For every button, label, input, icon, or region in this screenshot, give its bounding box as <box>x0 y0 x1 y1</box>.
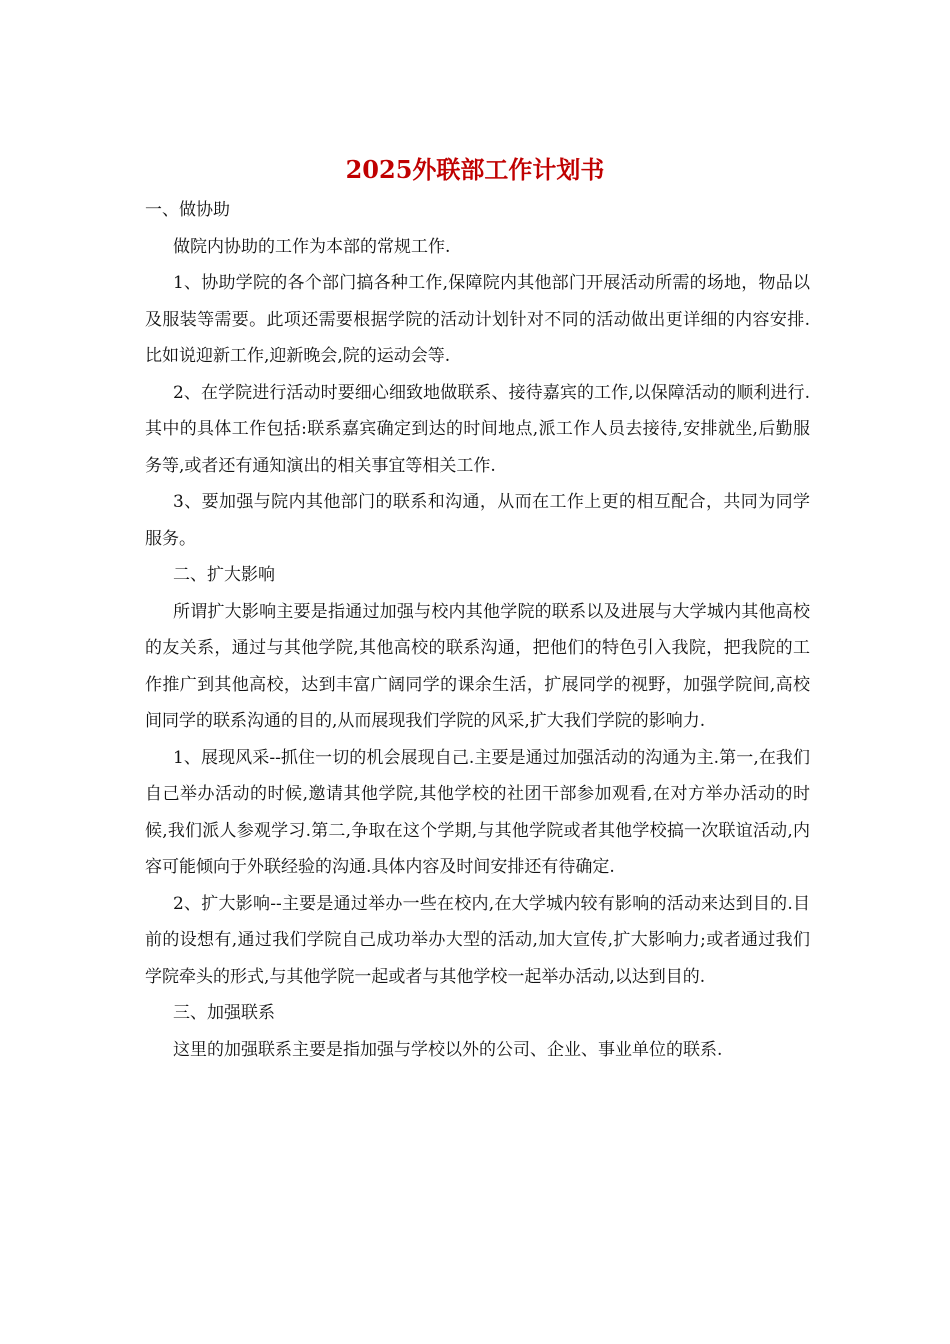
document-body <box>145 192 810 1068</box>
paragraph: 1、展现风采--抓住一切的机会展现自己.主要是通过加强活动的沟通为主.第一,在我们自己举办活动的时候,邀请其他学院,其他学校的社团干部参加观看,在对方举办活动的时候,我们派人参观学习.第二,争取在这个学期,与其他学院或者其他学校搞一次联谊活动,内容可能倾向于外联经验的沟通.具体内容及时间安排还有待确定. <box>145 747 810 877</box>
paragraph: 2、在学院进行活动时要细心细致地做联系、接待嘉宾的工作,以保障活动的顺利进行.其中的具体工作包括:联系嘉宾确定到达的时间地点,派工作人员去接待,安排就坐,后勤服务等,或者还有通知演出的相关事宜等相关工作. <box>145 382 810 476</box>
document-title: 2025外联部工作计划书 <box>345 155 605 184</box>
section-heading-3: 三、加强联系 <box>173 1003 275 1023</box>
paragraph: 所谓扩大影响主要是指通过加强与校内其他学院的联系以及进展与大学城内其他高校的友关系，通过与其他学院,其他高校的联系沟通，把他们的特色引入我院，把我院的工作推广到其他高校，达到丰富广阔同学的课余生活，扩展同学的视野，加强学院间,高校间同学的联系沟通的目的,从而展现我们学院的风采,扩大我们学院的影响力. <box>145 601 810 731</box>
paragraph: 做院内协助的工作为本部的常规工作. <box>173 236 451 257</box>
paragraph: 2、扩大影响--主要是通过举办一些在校内,在大学城内较有影响的活动来达到目的.目前的设想有,通过我们学院自己成功举办大型的活动,加大宣传,扩大影响力;或者通过我们学院牵头的形式,与其他学院一起或者与其他学校一起举办活动,以达到目的. <box>145 893 810 987</box>
section-heading-1: 一、做协助 <box>145 200 230 220</box>
paragraph: 这里的加强联系主要是指加强与学校以外的公司、企业、事业单位的联系. <box>173 1039 723 1060</box>
section-heading-2: 二、扩大影响 <box>173 565 275 585</box>
paragraph: 1、协助学院的各个部门搞各种工作,保障院内其他部门开展活动所需的场地，物品以及服装等需要。此项还需要根据学院的活动计划针对不同的活动做出更详细的内容安排.比如说迎新工作,迎新晚会,院的运动会等. <box>145 273 810 366</box>
paragraph: 3、要加强与院内其他部门的联系和沟通，从而在工作上更的相互配合，共同为同学服务。 <box>145 492 810 549</box>
